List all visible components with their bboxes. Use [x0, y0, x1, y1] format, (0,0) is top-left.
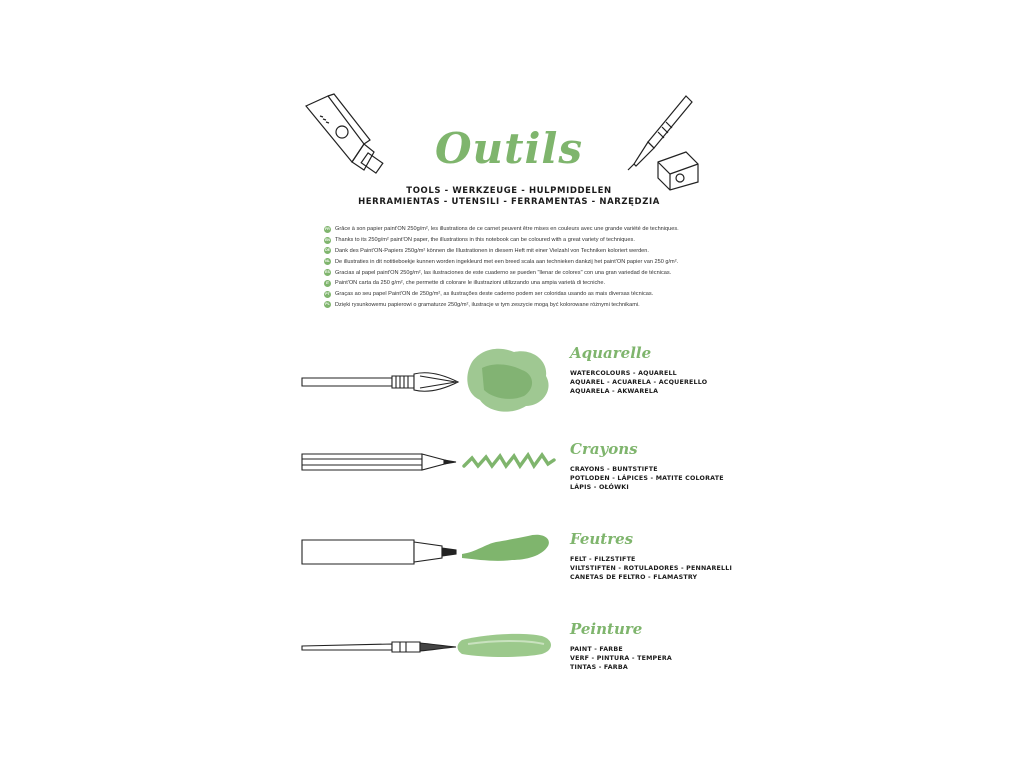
intro-line: [324, 256, 724, 267]
intro-line: [324, 267, 724, 278]
language-badge: PT: [325, 291, 330, 296]
tool-section-feutres: [296, 530, 733, 610]
tool-description-line: TINTAS - FARBA: [570, 664, 628, 671]
intro-line: [324, 224, 724, 235]
tool-section-peinture: [296, 620, 722, 700]
intro-line-text: Graças ao seu papel Paint'ON de 250g/m², as ilustrações deste caderno podem ser coloridas usando as mais diversas técnicas.: [335, 291, 654, 298]
tool-description-line: AQUAREL - ACUARELA - ACQUERELLO: [570, 379, 708, 386]
intro-line-text: Paint'ON carta da 250 g/m², che permette di colorare le illustrazioni utilizzando una ampia varietà di tecniche.: [335, 280, 606, 287]
tool-description: [570, 555, 732, 582]
tool-section-crayons: [296, 440, 722, 520]
page-title: Outils: [434, 124, 584, 173]
tool-description: [570, 645, 672, 672]
language-badge: NL: [325, 259, 330, 264]
subtitle-line-1: TOOLS - WERKZEUGE - HULPMIDDELEN: [406, 186, 612, 196]
subtitle-line-2: HERRAMIENTAS - UTENSILI - FERRAMENTAS - NARZĘDZIA: [358, 197, 660, 207]
intro-line-text: De illustraties in dit notitieboekje kunnen worden ingekleurd met een breed scala aan technieken dankzij het paint'ON papier van 250 g/m².: [335, 258, 679, 265]
intro-line-text: Dank des Paint'ON-Papiers 250g/m² können die Illustrationen in diesem Heft mit einer Vielzahl von Techniken koloriert werden.: [335, 247, 649, 254]
language-badge: IT: [325, 280, 330, 285]
tool-description-line: POTLODEN - LÁPICES - MATITE COLORATE: [570, 475, 724, 482]
tool-description-line: AQUARELA - AKWARELA: [570, 388, 659, 395]
intro-line: [324, 278, 724, 289]
tool-name: Peinture: [570, 620, 643, 638]
intro-text: [324, 224, 724, 310]
language-badge: ES: [325, 270, 330, 275]
tool-description-line: VILTSTIFTEN - ROTULADORES - PENNARELLI: [570, 565, 733, 572]
tool-section-aquarelle: [296, 344, 722, 424]
tool-description-line: VERF - PINTURA - TEMPERA: [570, 655, 672, 662]
intro-line-text: Grâce à son papier paint'ON 250g/m², les illustrations de ce carnet peuvent être mises en couleurs avec une grande variété de techniques.: [335, 226, 679, 233]
intro-line: [324, 235, 724, 246]
intro-line-text: Thanks to its 250g/m² paint'ON paper, the illustrations in this notebook can be coloured with a great variety of techniques.: [335, 237, 635, 244]
pencil-icon: [296, 440, 566, 500]
tool-description-line: CRAYONS - BUNTSTIFTE: [570, 466, 658, 473]
language-badge: EN: [325, 237, 330, 242]
document-page: [296, 84, 733, 684]
tool-name: Aquarelle: [570, 344, 652, 362]
intro-line: [324, 289, 724, 300]
tool-name: Feutres: [570, 530, 634, 548]
intro-line: [324, 300, 724, 311]
tool-description: [570, 465, 724, 492]
fine-brush-icon: [296, 620, 566, 670]
tool-description-line: PAINT - FARBE: [570, 646, 623, 653]
tool-name: Crayons: [570, 440, 638, 458]
intro-line: [324, 246, 724, 257]
tool-description-line: CANETAS DE FELTRO - FLAMASTRY: [570, 574, 698, 581]
language-badge: FR: [325, 226, 330, 231]
intro-line-text: Gracias al papel paint'ON 250g/m², las ilustraciones de este cuaderno se pueden "llenar de colores" con una gran variedad de técnicas.: [335, 269, 672, 276]
language-badge: DE: [325, 248, 330, 253]
tool-description-line: FELT - FILZSTIFTE: [570, 556, 636, 563]
tool-description-line: LÁPIS - OŁÓWKI: [570, 484, 629, 491]
intro-line-text: Dzięki rysunkowemu papierowi o gramaturze 250g/m², ilustracje w tym zeszycie mogą być kolorowane różnymi technikami.: [335, 301, 640, 308]
brush-icon: [296, 344, 566, 424]
tool-description-line: WATERCOLOURS - AQUARELL: [570, 370, 677, 377]
tool-description: [570, 369, 707, 396]
marker-icon: [296, 530, 566, 590]
language-badge: PL: [325, 302, 330, 307]
